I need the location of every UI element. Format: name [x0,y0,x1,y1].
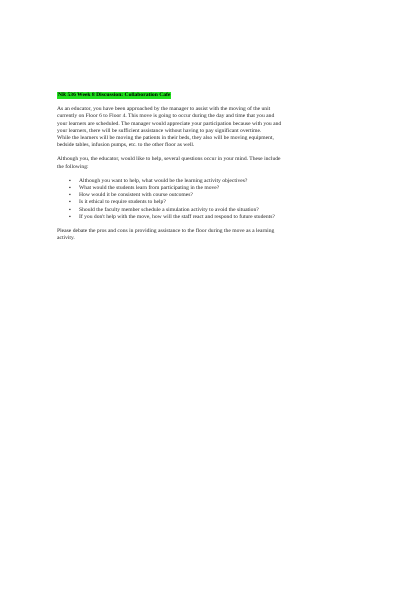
closing-paragraph [57,228,347,242]
document-title: NR 536 Week 8 Discussion: Collaboration Cafe [58,92,171,98]
list-item [69,185,347,192]
intro-line: bedside tables, infusion pumps, etc. to the other floor as well. [57,142,195,149]
questions-list [57,178,347,221]
intro-line: currently on Floor 6 to Floor 4. This move is going to occur during the day and time that you and [57,113,275,120]
intro-line: your learners, there will be sufficient assistance without having to pay significant overtime. [57,127,262,134]
closing-line: activity. [57,235,75,242]
document-body [57,92,347,249]
question-text: How would it be consistent with course outcomes? [79,192,193,199]
intro-line: As an educator, you have been approached by the manager to assist with the moving of the unit [57,106,271,113]
list-item [69,213,347,221]
closing-line: Please debate the pros and cons in providing assistance to the floor during the move as a learning [57,228,275,235]
intro-line: While the learners will be moving the patients in their beds, they also will be moving equipment, [57,135,274,142]
bullet-icon: ▪ [69,186,71,192]
list-item [69,192,347,199]
questions-intro-line: Although you, the educator, would like to help, several questions occur in your mind. These include [57,156,281,163]
questions-intro-paragraph [57,156,347,170]
intro-line: your learners are scheduled. The manager would appreciate your participation because with you and [57,120,282,127]
list-item [69,206,347,214]
title-block [57,92,347,99]
bullet-icon: ▪ [69,178,71,184]
bullet-icon: ▪ [69,207,71,213]
bullet-icon: ▪ [69,193,71,199]
question-text: What would the students learn from participating in the move? [79,185,220,192]
question-text: If you don't help with the move, how will the staff react and respond to future students? [79,213,275,220]
list-item [69,199,347,206]
question-text: Is it ethical to require students to help? [79,199,166,206]
bullet-icon: ▪ [69,200,71,206]
intro-paragraph [57,106,347,149]
bullet-icon: ▪ [69,214,71,220]
question-text: Should the faculty member schedule a simulation activity to avoid the situation? [79,206,259,213]
question-text: Although you want to help, what would be the learning activity objectives? [79,177,248,184]
questions-intro-line: the following: [57,163,89,170]
list-item [69,177,347,185]
